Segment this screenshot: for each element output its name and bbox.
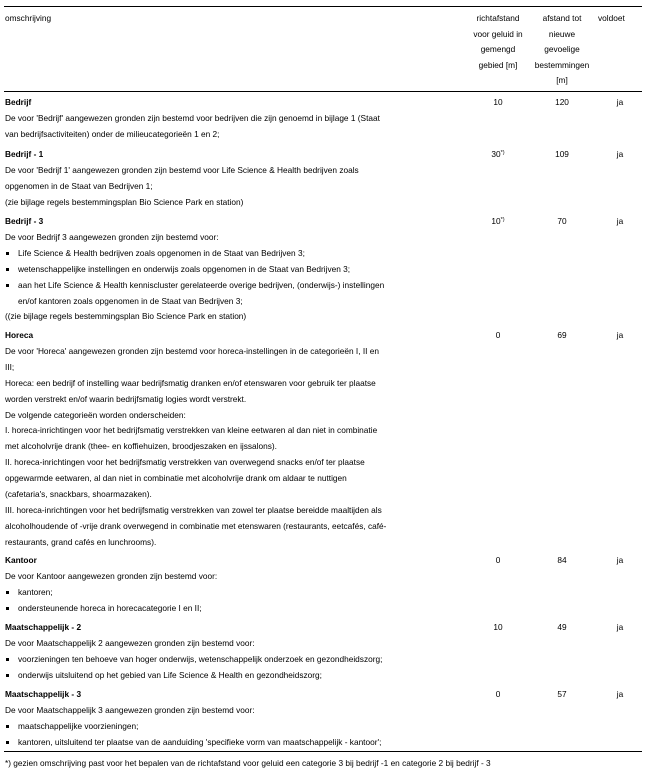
row-description xyxy=(5,553,465,617)
row-description xyxy=(5,328,465,551)
actual-distance-value: 49 xyxy=(557,622,567,632)
footnote-marker: *) xyxy=(500,217,505,223)
row-title: Maatschappelijk - 2 xyxy=(5,622,82,632)
description-line: ((zie bijlage regels bestemmingsplan Bio Science Park en station) xyxy=(5,311,247,322)
description-line: met alcoholvrije drank (thee- en koffiehuizen, broodjeszaken en ijssalons). xyxy=(5,441,277,452)
description-line: De voor Kantoor aangewezen gronden zijn bestemd voor: xyxy=(5,570,218,581)
row-description xyxy=(5,687,465,751)
distance-number: 10 xyxy=(493,97,503,107)
description-line: I. horeca-inrichtingen voor het bedrijfsmatig verstrekken van kleine eetwaren al dan niet in combinatie xyxy=(5,425,378,436)
header-distance: richtafstand voor geluid in gemengd gebied [m] xyxy=(473,13,523,70)
description-line: (zie bijlage regels bestemmingsplan Bio Science Park en station) xyxy=(5,196,244,207)
description-line: worden verstrekt en/of waarin bedrijfsmatig logies wordt verstrekt. xyxy=(5,393,247,404)
bullet-item: ondersteunende horeca in horecacategorie I en II; xyxy=(5,601,465,617)
distance-number: 10 xyxy=(493,622,503,632)
row-description xyxy=(5,95,465,143)
distance-value xyxy=(466,553,530,569)
row-title: Bedrijf - 1 xyxy=(5,149,44,159)
complies-value: ja xyxy=(616,97,624,107)
complies-value: ja xyxy=(616,555,624,565)
bullet-item: maatschappelijke voorzieningen; xyxy=(5,719,465,735)
description-line: De voor 'Bedrijf' aangewezen gronden zijn bestemd voor bedrijven die zijn genoemd in bijlage 1 (Staat xyxy=(5,112,380,123)
description-line: III. horeca-inrichtingen voor het bedrijfsmatig verstrekken van zowel ter plaatse bereidde maaltijden als xyxy=(5,504,382,515)
description-line: II. horeca-inrichtingen voor het bedrijfsmatig verstrekken van overwegend snacks en/of ter plaatse xyxy=(5,457,365,468)
description-line: De voor 'Bedrijf 1' aangewezen gronden zijn bestemd voor Life Science & Health bedrijven zoals xyxy=(5,164,359,175)
description-line: De voor 'Horeca' aangewezen gronden zijn bestemd voor horeca-instellingen in de categorieën I, II en xyxy=(5,345,379,356)
description-line: opgewarmde eetwaren, al dan niet in combinatie met alcoholvrije drank om aldaar te nuttigen xyxy=(5,473,347,484)
distance-value xyxy=(466,687,530,703)
complies-value: ja xyxy=(616,149,624,159)
bullet-item: kantoren; xyxy=(5,585,465,601)
complies-value: ja xyxy=(616,622,624,632)
description-line: Horeca: een bedrijf of instelling waar bedrijfsmatig dranken en/of etenswaren voor gebruik ter plaatse xyxy=(5,377,376,388)
footnote: *) gezien omschrijving past voor het bepalen van de richtafstand voor geluid een categorie 3 bij bedrijf -1 en categorie 2 bij bedrijf - 3 xyxy=(5,758,491,768)
bullet-item: voorzieningen ten behoeve van hoger onderwijs, wetenschappelijk onderzoek en gezondheidszorg; xyxy=(5,652,465,668)
bullet-item: kantoren, uitsluitend ter plaatse van de aanduiding 'specifieke vorm van maatschappelijk - kantoor'; xyxy=(5,735,465,751)
header-rule xyxy=(4,91,642,92)
distance-value xyxy=(466,328,530,344)
row-title: Bedrijf xyxy=(5,97,32,107)
header-complies: voldoet xyxy=(598,13,625,23)
description-line: De voor Bedrijf 3 aangewezen gronden zijn bestemd voor: xyxy=(5,231,219,242)
description-line: De voor Maatschappelijk 2 aangewezen gronden zijn bestemd voor: xyxy=(5,637,255,648)
bullet-item: onderwijs uitsluitend op het gebied van Life Science & Health en gezondheidszorg; xyxy=(5,668,465,684)
distance-value xyxy=(466,214,530,230)
actual-distance-value: 70 xyxy=(557,216,567,226)
bullet-item: aan het Life Science & Health kenniscluster gerelateerde overige bedrijven, (onderwijs-) instellingen xyxy=(5,278,465,294)
complies-value: ja xyxy=(616,330,624,340)
row-title: Maatschappelijk - 3 xyxy=(5,689,82,699)
description-line: (cafetaria's, snackbars, shoarmazaken). xyxy=(5,489,152,500)
row-description xyxy=(5,147,465,211)
description-line: van bedrijfsactiviteiten) onder de milieucategorieën 1 en 2; xyxy=(5,128,220,139)
distance-value xyxy=(466,95,530,111)
description-line: alcoholhoudende of -vrije drank overwegend in combinatie met etenswaren (restaurants, eetcafés, café- xyxy=(5,520,387,531)
distance-number: 0 xyxy=(495,555,501,565)
actual-distance-value: 69 xyxy=(557,330,567,340)
distance-value xyxy=(466,620,530,636)
distance-value xyxy=(466,147,530,163)
distance-number: 0 xyxy=(495,330,501,340)
row-title: Kantoor xyxy=(5,555,37,565)
description-line: restaurants, grand cafés en lunchrooms). xyxy=(5,536,157,547)
description-line: en/of kantoren zoals opgenomen in de Staat van Bedrijven 3; xyxy=(18,295,243,306)
actual-distance-value: 120 xyxy=(555,97,569,107)
actual-distance-value: 109 xyxy=(555,149,569,159)
distance-number: 0 xyxy=(495,689,501,699)
description-line: De voor Maatschappelijk 3 aangewezen gronden zijn bestemd voor: xyxy=(5,704,255,715)
header-description: omschrijving xyxy=(5,13,52,23)
table-bottom-rule xyxy=(4,751,642,752)
bullet-item: wetenschappelijke instellingen en onderwijs zoals opgenomen in de Staat van Bedrijven 3; xyxy=(5,262,465,278)
bullet-item: Life Science & Health bedrijven zoals opgenomen in de Staat van Bedrijven 3; xyxy=(5,246,465,262)
description-line: III; xyxy=(5,361,15,372)
actual-distance-value: 57 xyxy=(557,689,567,699)
description-line: opgenomen in de Staat van Bedrijven 1; xyxy=(5,180,153,191)
footnote-marker: *) xyxy=(500,150,505,156)
description-line: De volgende categorieën worden onderscheiden: xyxy=(5,409,186,420)
row-description xyxy=(5,620,465,684)
distance-number: 10 xyxy=(491,216,501,226)
row-title: Horeca xyxy=(5,330,34,340)
complies-value: ja xyxy=(616,689,624,699)
row-title: Bedrijf - 3 xyxy=(5,216,44,226)
row-description xyxy=(5,214,465,325)
complies-value: ja xyxy=(616,216,624,226)
header-actual-distance: afstand tot nieuwe gevoelige bestemmingen [m] xyxy=(534,13,590,85)
actual-distance-value: 84 xyxy=(557,555,567,565)
table-top-rule xyxy=(4,6,642,7)
distance-number: 30 xyxy=(491,149,501,159)
